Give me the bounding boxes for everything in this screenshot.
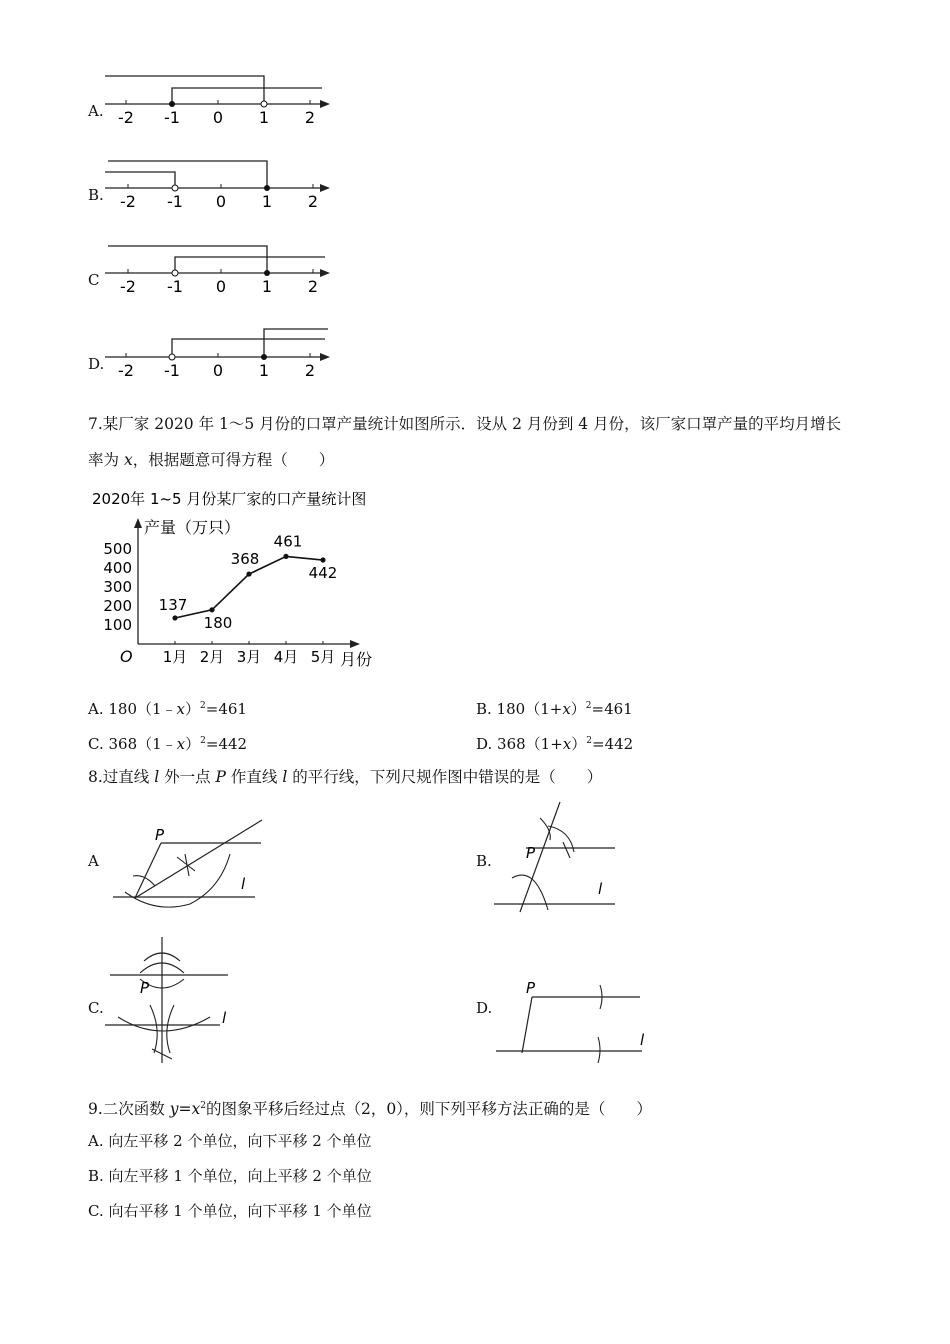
q6-number-line-b: [100, 154, 340, 214]
tick-label: 1: [261, 277, 273, 296]
x-tick-label: 5月: [310, 648, 336, 666]
tick-label: 0: [212, 108, 224, 127]
q9-option-a[interactable]: A. 向左平移 2 个单位，向下平移 2 个单位: [88, 1132, 372, 1150]
tick-label: 1: [258, 108, 270, 127]
q6-option-d-label: D.: [88, 355, 105, 373]
origin-label: O: [120, 647, 133, 666]
q7-stem-line1: 7.某厂家 2020 年 1～5 月份的口罩产量统计如图所示．设从 2 月份到 4 月份，该厂家口罩产量的平均月增长: [88, 415, 842, 433]
point-p-label: P: [155, 826, 165, 844]
x-tick-label: 3月: [236, 648, 262, 666]
q9-option-c[interactable]: C. 向右平移 1 个单位，向下平移 1 个单位: [88, 1202, 372, 1220]
q8-construction-d: [490, 975, 655, 1065]
data-point: [320, 557, 325, 562]
q8-construction-a: [105, 814, 270, 914]
tick-label: 2: [307, 277, 319, 296]
data-point: [283, 554, 288, 559]
tick-label: 0: [212, 361, 224, 380]
q7-option-b[interactable]: B. $180(1+x)^2=461$: [476, 700, 633, 718]
q7-line-chart: [86, 484, 386, 674]
point-p-label: P: [526, 979, 536, 997]
q9-option-b[interactable]: B. 向左平移 1 个单位，向上平移 2 个单位: [88, 1167, 372, 1185]
line-l-label: l: [640, 1031, 645, 1049]
tick-label: 2: [304, 361, 316, 380]
q8-option-a-label: A: [88, 852, 99, 870]
tick-label: -2: [118, 361, 134, 380]
tick-label: -1: [164, 361, 180, 380]
q8-option-b-label: B.: [476, 852, 492, 870]
q7-option-c[interactable]: C. 368（1﹣x）$^2$=442: [88, 735, 248, 753]
q8-option-d-label: D.: [476, 999, 493, 1017]
tick-label: 2: [307, 192, 319, 211]
data-label: 180: [203, 613, 233, 632]
tick-label: 0: [215, 277, 227, 296]
q7-option-d[interactable]: D. $368(1+x)^2=442$: [476, 735, 634, 753]
q7-stem-line2: 率为 x，根据题意可得方程（ ）: [88, 451, 335, 469]
y-tick-label: 400: [103, 559, 132, 577]
q6-option-a-label: A.: [88, 102, 104, 120]
point-p-label: P: [526, 844, 536, 862]
tick-label: -1: [167, 277, 183, 296]
q8-stem: 8.过直线 l 外一点 P 作直线 l 的平行线，下列尺规作图中错误的是（ ）: [88, 768, 603, 786]
tick-label: -2: [120, 277, 136, 296]
q7-option-a[interactable]: A. 180（1﹣x）$^2$=461: [88, 700, 247, 718]
tick-label: -2: [120, 192, 136, 211]
y-tick-label: 300: [103, 578, 132, 596]
tick-label: 0: [215, 192, 227, 211]
data-label: 368: [230, 550, 260, 569]
tick-label: 2: [304, 108, 316, 127]
q8-option-c-label: C.: [88, 999, 104, 1017]
data-point: [172, 615, 177, 620]
q9-stem: 9.二次函数 $y=x^2$的图象平移后经过点（2，0），则下列平移方法正确的是（ ）: [88, 1100, 652, 1118]
data-point: [246, 571, 251, 576]
data-point: [209, 607, 214, 612]
q6-number-line-d: [100, 323, 340, 383]
tick-label: 1: [258, 361, 270, 380]
tick-label: -1: [164, 108, 180, 127]
q6-option-c-label: C: [88, 271, 100, 289]
y-axis-label: 产量（万只）: [144, 518, 241, 537]
chart-title: 2020年 1~5 月份某厂家的口产量统计图: [92, 490, 367, 508]
x-axis-label: 月份: [340, 650, 373, 669]
q8-construction-c: [100, 935, 245, 1067]
y-tick-label: 500: [103, 540, 132, 558]
x-tick-label: 4月: [273, 648, 299, 666]
line-l-label: l: [241, 875, 246, 893]
y-tick-label: 100: [103, 616, 132, 634]
q6-number-line-a: [100, 70, 340, 130]
line-l-label: l: [222, 1009, 227, 1027]
q6-option-b-label: B.: [88, 186, 104, 204]
q8-construction-b: [490, 800, 625, 915]
data-label: 137: [158, 595, 188, 614]
point-p-label: P: [140, 979, 150, 997]
data-label: 442: [308, 564, 338, 583]
x-tick-label: 2月: [199, 648, 225, 666]
x-tick-label: 1月: [162, 648, 188, 666]
y-tick-label: 200: [103, 597, 132, 615]
tick-label: -2: [118, 108, 134, 127]
data-label: 461: [273, 532, 303, 551]
tick-label: -1: [167, 192, 183, 211]
q6-number-line-c: [100, 239, 340, 299]
tick-label: 1: [261, 192, 273, 211]
line-l-label: l: [598, 880, 603, 898]
